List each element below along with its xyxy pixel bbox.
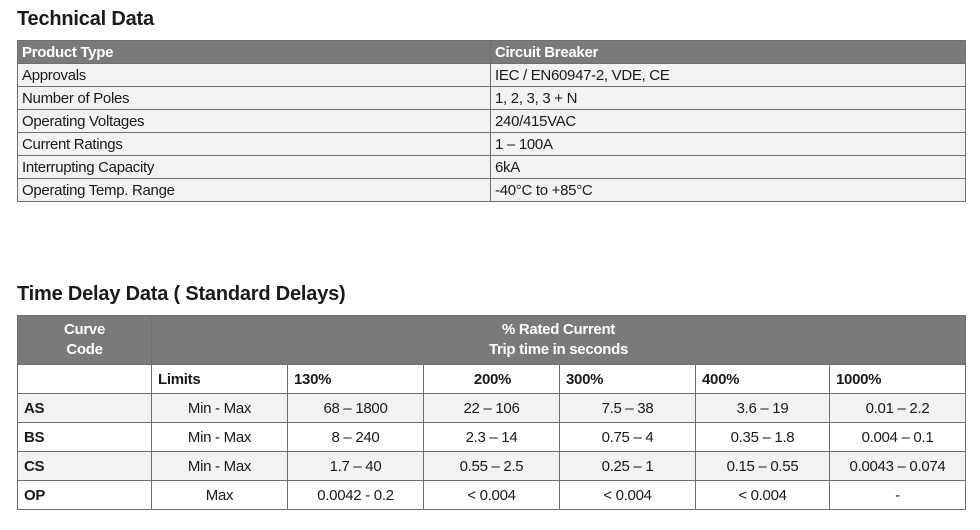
value-cell: 3.6 – 19 xyxy=(696,394,830,423)
table-row xyxy=(18,64,966,87)
value-cell: - xyxy=(830,481,966,510)
value-cell: < 0.004 xyxy=(560,481,696,510)
table-row xyxy=(18,452,966,481)
property-value: 240/415VAC xyxy=(491,110,966,133)
table-row xyxy=(18,394,966,423)
table-row xyxy=(18,156,966,179)
value-cell: 0.55 – 2.5 xyxy=(424,452,560,481)
value-cell: 0.75 – 4 xyxy=(560,423,696,452)
property-label: Approvals xyxy=(18,64,491,87)
limit-cell: Min - Max xyxy=(152,452,288,481)
value-cell: 1.7 – 40 xyxy=(288,452,424,481)
table-row xyxy=(18,481,966,510)
property-label: Operating Voltages xyxy=(18,110,491,133)
percent-header: 1000% xyxy=(830,365,966,394)
limits-header: Limits xyxy=(152,365,288,394)
technical-data-heading: Technical Data xyxy=(17,8,154,30)
value-cell: 0.0042 - 0.2 xyxy=(288,481,424,510)
percent-header: 200% xyxy=(424,365,560,394)
value-cell: 0.0043 – 0.074 xyxy=(830,452,966,481)
column-header-row xyxy=(18,365,966,394)
value-cell: 0.01 – 2.2 xyxy=(830,394,966,423)
time-delay-heading: Time Delay Data ( Standard Delays) xyxy=(17,283,346,305)
time-delay-table xyxy=(17,315,966,510)
limit-cell: Min - Max xyxy=(152,423,288,452)
percent-header: 300% xyxy=(560,365,696,394)
curve-code: CS xyxy=(18,452,152,481)
property-value: 1, 2, 3, 3 + N xyxy=(491,87,966,110)
table-row xyxy=(18,423,966,452)
limit-cell: Max xyxy=(152,481,288,510)
value-cell: 0.25 – 1 xyxy=(560,452,696,481)
empty-header-cell xyxy=(18,365,152,394)
curve-code: AS xyxy=(18,394,152,423)
table-row xyxy=(18,110,966,133)
property-value: -40°C to +85°C xyxy=(491,179,966,202)
property-value: IEC / EN60947-2, VDE, CE xyxy=(491,64,966,87)
value-cell: 2.3 – 14 xyxy=(424,423,560,452)
curve-code-header: Curve Code xyxy=(18,316,152,365)
curve-code: OP xyxy=(18,481,152,510)
value-cell: 7.5 – 38 xyxy=(560,394,696,423)
curve-code: BS xyxy=(18,423,152,452)
value-cell: 0.004 – 0.1 xyxy=(830,423,966,452)
value-cell: < 0.004 xyxy=(424,481,560,510)
rated-current-header: % Rated Current Trip time in seconds xyxy=(152,316,966,365)
property-label: Operating Temp. Range xyxy=(18,179,491,202)
property-value: 6kA xyxy=(491,156,966,179)
property-label: Number of Poles xyxy=(18,87,491,110)
value-cell: < 0.004 xyxy=(696,481,830,510)
property-label: Interrupting Capacity xyxy=(18,156,491,179)
table-row xyxy=(18,133,966,156)
value-cell: 68 – 1800 xyxy=(288,394,424,423)
property-value: 1 – 100A xyxy=(491,133,966,156)
value-cell: 22 – 106 xyxy=(424,394,560,423)
value-cell: 8 – 240 xyxy=(288,423,424,452)
percent-header: 130% xyxy=(288,365,424,394)
header-cell: Circuit Breaker xyxy=(491,41,966,64)
table-header-row xyxy=(18,316,966,365)
percent-header: 400% xyxy=(696,365,830,394)
table-row xyxy=(18,87,966,110)
limit-cell: Min - Max xyxy=(152,394,288,423)
table-header-row xyxy=(18,41,966,64)
value-cell: 0.15 – 0.55 xyxy=(696,452,830,481)
property-label: Current Ratings xyxy=(18,133,491,156)
technical-data-table xyxy=(17,40,966,202)
table-row xyxy=(18,179,966,202)
value-cell: 0.35 – 1.8 xyxy=(696,423,830,452)
header-cell: Product Type xyxy=(18,41,491,64)
